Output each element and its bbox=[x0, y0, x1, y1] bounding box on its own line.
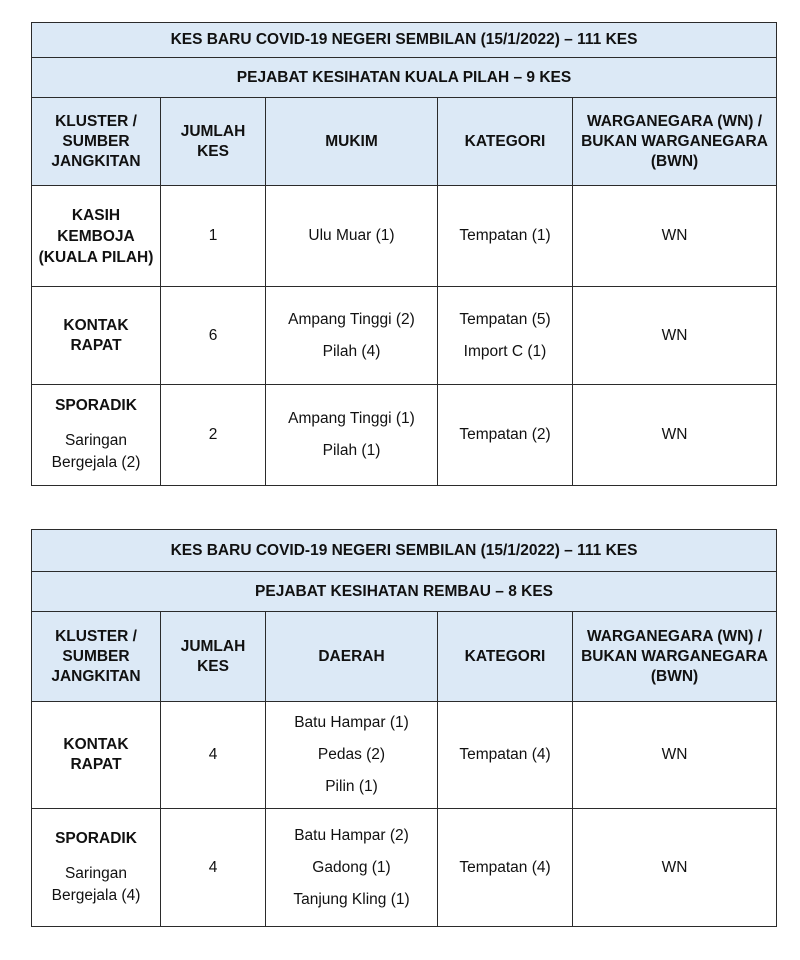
header-citizenship: WARGANEGARA (WN) / BUKAN WARGANEGARA (BWN) bbox=[573, 98, 777, 186]
place-item: Pilin (1) bbox=[325, 778, 378, 795]
table-title: KES BARU COVID-19 NEGERI SEMBILAN (15/1/2022) – 111 KES bbox=[32, 530, 777, 572]
source-label: SPORADIK bbox=[55, 829, 137, 847]
category-item: Import C (1) bbox=[463, 342, 547, 360]
header-place: DAERAH bbox=[266, 612, 438, 702]
table-subtitle: PEJABAT KESIHATAN KUALA PILAH – 9 KES bbox=[32, 58, 777, 98]
citizenship-value: WN bbox=[573, 186, 777, 287]
header-source: KLUSTER / SUMBER JANGKITAN bbox=[32, 98, 161, 186]
case-count: 4 bbox=[161, 809, 266, 927]
citizenship-value: WN bbox=[573, 287, 777, 385]
place-item: Tanjung Kling (1) bbox=[293, 890, 410, 908]
header-category: KATEGORI bbox=[438, 612, 573, 702]
place-item: Batu Hampar (1) bbox=[294, 714, 409, 731]
place-item: Pedas (2) bbox=[317, 746, 386, 763]
case-count: 4 bbox=[161, 702, 266, 809]
header-source: KLUSTER / SUMBER JANGKITAN bbox=[32, 612, 161, 702]
covid-table-rembau bbox=[31, 529, 777, 927]
source-note: Saringan Bergejala (2) bbox=[51, 432, 141, 471]
table-row bbox=[32, 702, 777, 809]
case-count: 1 bbox=[161, 186, 266, 287]
source-note: Saringan Bergejala (4) bbox=[51, 864, 141, 904]
case-count: 2 bbox=[161, 385, 266, 486]
source-label: SPORADIK bbox=[55, 397, 137, 414]
case-count: 6 bbox=[161, 287, 266, 385]
source-label: KONTAK RAPAT bbox=[63, 316, 129, 354]
place-item: Pilah (4) bbox=[322, 342, 381, 360]
source-label: KONTAK RAPAT bbox=[63, 736, 129, 773]
table-title: KES BARU COVID-19 NEGERI SEMBILAN (15/1/2022) – 111 KES bbox=[32, 23, 777, 58]
covid-table-kuala-pilah bbox=[31, 22, 777, 486]
citizenship-value: WN bbox=[573, 809, 777, 927]
header-cases: JUMLAH KES bbox=[161, 612, 266, 702]
header-place: MUKIM bbox=[266, 98, 438, 186]
table-row bbox=[32, 186, 777, 287]
place-item: Batu Hampar (2) bbox=[294, 826, 409, 844]
category-item: Tempatan (1) bbox=[459, 227, 551, 244]
table-row bbox=[32, 385, 777, 486]
place-item: Ampang Tinggi (2) bbox=[288, 310, 415, 328]
place-item: Pilah (1) bbox=[322, 442, 381, 459]
place-item: Gadong (1) bbox=[312, 858, 391, 876]
header-cases: JUMLAH KES bbox=[161, 98, 266, 186]
header-citizenship: WARGANEGARA (WN) / BUKAN WARGANEGARA (BWN) bbox=[573, 612, 777, 702]
source-label: KASIH KEMBOJA (KUALA PILAH) bbox=[38, 206, 154, 266]
citizenship-value: WN bbox=[573, 702, 777, 809]
category-item: Tempatan (5) bbox=[459, 310, 551, 328]
category-item: Tempatan (2) bbox=[459, 426, 551, 443]
place-item: Ulu Muar (1) bbox=[308, 227, 395, 244]
category-item: Tempatan (4) bbox=[459, 746, 551, 763]
citizenship-value: WN bbox=[573, 385, 777, 486]
table-row bbox=[32, 287, 777, 385]
place-item: Ampang Tinggi (1) bbox=[288, 410, 415, 427]
table-subtitle: PEJABAT KESIHATAN REMBAU – 8 KES bbox=[32, 572, 777, 612]
table-row bbox=[32, 809, 777, 927]
category-item: Tempatan (4) bbox=[459, 858, 551, 876]
header-category: KATEGORI bbox=[438, 98, 573, 186]
